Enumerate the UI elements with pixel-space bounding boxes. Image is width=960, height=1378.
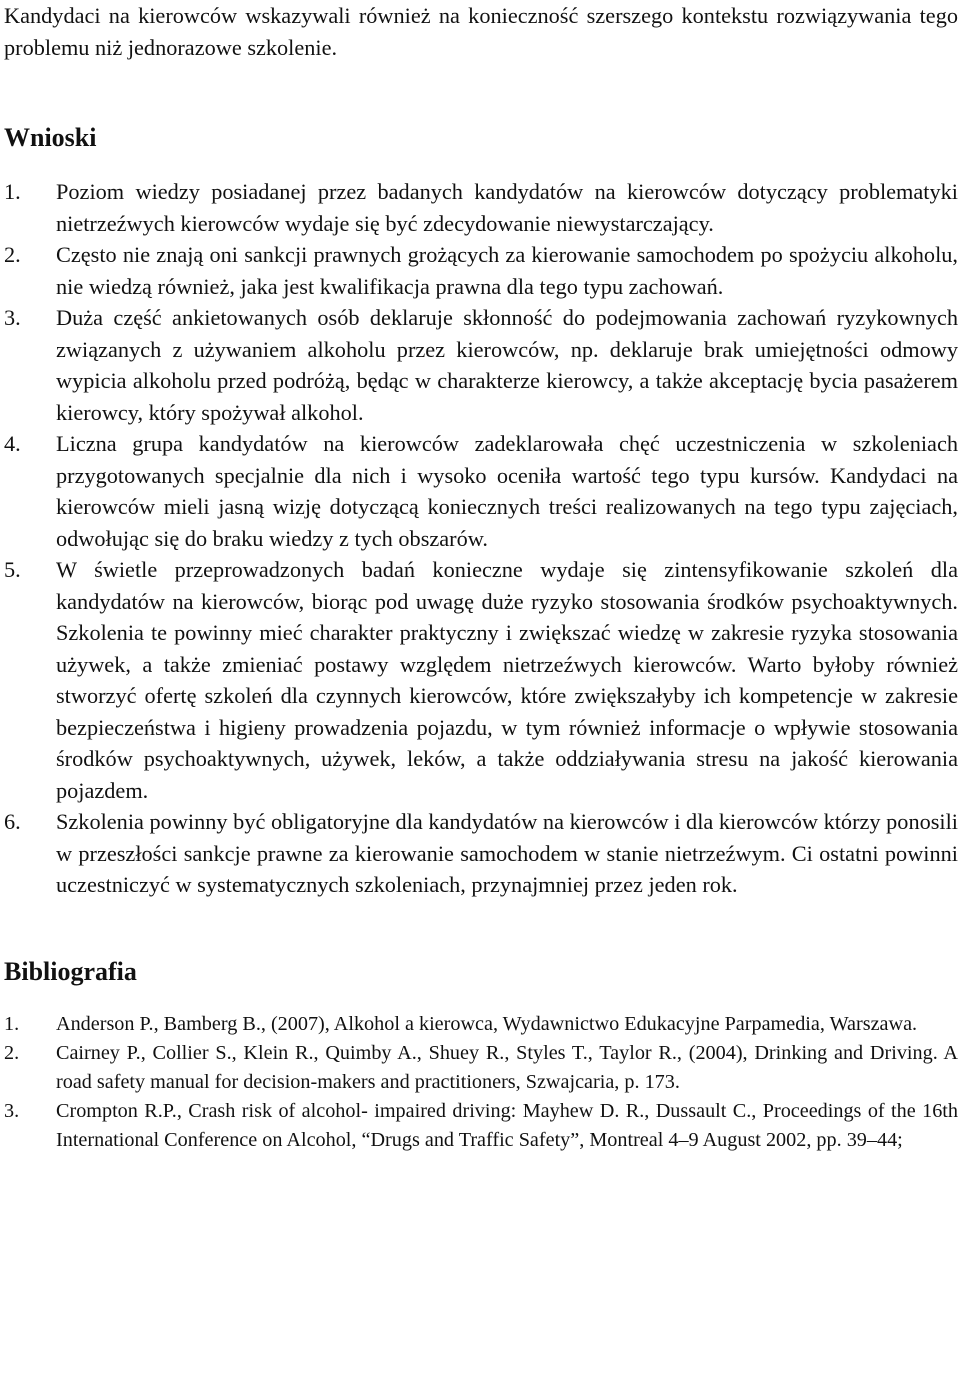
conclusion-number: 1. bbox=[4, 179, 21, 204]
conclusion-item bbox=[4, 176, 958, 239]
bibliography-item bbox=[4, 1039, 958, 1097]
conclusion-number: 6. bbox=[4, 809, 21, 834]
bibliography-list bbox=[4, 1010, 958, 1155]
conclusion-item bbox=[4, 428, 958, 554]
bibliography-number: 2. bbox=[4, 1041, 20, 1064]
bibliography-text: Anderson P., Bamberg B., (2007), Alkohol a kierowca, Wydawnictwo Edukacyjne Parpamedia, Warszawa. bbox=[56, 1012, 918, 1035]
bibliography-heading: Bibliografia bbox=[4, 956, 137, 986]
conclusion-item bbox=[4, 554, 958, 806]
bibliography-number: 3. bbox=[4, 1099, 20, 1122]
conclusion-item bbox=[4, 302, 958, 428]
intro-paragraph: Kandydaci na kierowców wskazywali również na konieczność szerszego kontekstu rozwiązywania tego problemu niż jednorazowe szkolenie. bbox=[4, 3, 958, 60]
conclusion-number: 4. bbox=[4, 431, 21, 456]
conclusion-number: 2. bbox=[4, 242, 21, 267]
bibliography-item bbox=[4, 1097, 958, 1155]
bibliography-text: Crompton R.P., Crash risk of alcohol- impaired driving: Mayhew D. R., Dussault C., Proceedings of the 16th International Conference on Alcohol, “Drugs and Traffic Safety”, Montreal 4–9 August 2002, pp. 39–44; bbox=[56, 1099, 958, 1151]
document-page bbox=[4, 0, 958, 1155]
bibliography-item bbox=[4, 1010, 958, 1039]
conclusion-number: 5. bbox=[4, 557, 21, 582]
conclusion-item bbox=[4, 806, 958, 901]
conclusions-list bbox=[4, 176, 958, 901]
conclusions-heading: Wnioski bbox=[4, 123, 97, 152]
conclusion-text: Poziom wiedzy posiadanej przez badanych kandydatów na kierowców dotyczący problematyki nietrzeźwych kierowców wydaje się być zdecydowanie niewystarczający. bbox=[56, 179, 958, 236]
conclusion-text: Duża część ankietowanych osób deklaruje skłonność do podejmowania zachowań ryzykownych związanych z używaniem alkoholu przez kierowców, np. deklaruje brak umiejętności odmowy wypicia alkoholu przed podróżą, będąc w charakterze kierowcy, a także akceptację bycia pasażerem kierowcy, który spożywał alkohol. bbox=[56, 305, 958, 425]
conclusion-text: Liczna grupa kandydatów na kierowców zadeklarowała chęć uczestniczenia w szkoleniach przygotowanych specjalnie dla nich i wysoko oceniła wartość tego typu kursów. Kandydaci na kierowców mieli jasną wizję dotyczącą koniecznych treści realizowanych na tego typu zajęciach, odwołując się do braku wiedzy z tych obszarów. bbox=[56, 431, 958, 551]
conclusion-number: 3. bbox=[4, 305, 21, 330]
conclusion-text: W świetle przeprowadzonych badań konieczne wydaje się zintensyfikowanie szkoleń dla kandydatów na kierowców, biorąc pod uwagę duże ryzyko stosowania środków psychoaktywnych. Szkolenia te powinny mieć charakter praktyczny i zwiększać wiedzę w zakresie ryzyka stosowania używek, a także zmieniać postawy względem nietrzeźwych kierowców. Warto byłoby również stworzyć ofertę szkoleń dla czynnych kierowców, które zwiększałyby ich kompetencje w zakresie bezpieczeństwa i higieny prowadzenia pojazdu, w tym również informacje o wpływie stosowania środków psychoaktywnych, używek, leków, a także oddziaływania stresu na jakość kierowania pojazdem. bbox=[56, 557, 958, 803]
conclusion-text: Często nie znają oni sankcji prawnych grożących za kierowanie samochodem po spożyciu alkoholu, nie wiedzą również, jaka jest kwalifikacja prawna dla tego typu zachowań. bbox=[56, 242, 958, 299]
bibliography-number: 1. bbox=[4, 1012, 20, 1035]
conclusion-item bbox=[4, 239, 958, 302]
bibliography-text: Cairney P., Collier S., Klein R., Quimby A., Shuey R., Styles T., Taylor R., (2004), Drinking and Driving. A road safety manual for decision-makers and practitioners, Szwajcaria, p. 173. bbox=[56, 1041, 958, 1093]
conclusion-text: Szkolenia powinny być obligatoryjne dla kandydatów na kierowców i dla kierowców którzy ponosili w przeszłości sankcje prawne za kierowanie samochodem w stanie nietrzeźwym. Ci ostatni powinni uczestniczyć w systematycznych szkoleniach, przynajmniej przez jeden rok. bbox=[56, 809, 958, 897]
